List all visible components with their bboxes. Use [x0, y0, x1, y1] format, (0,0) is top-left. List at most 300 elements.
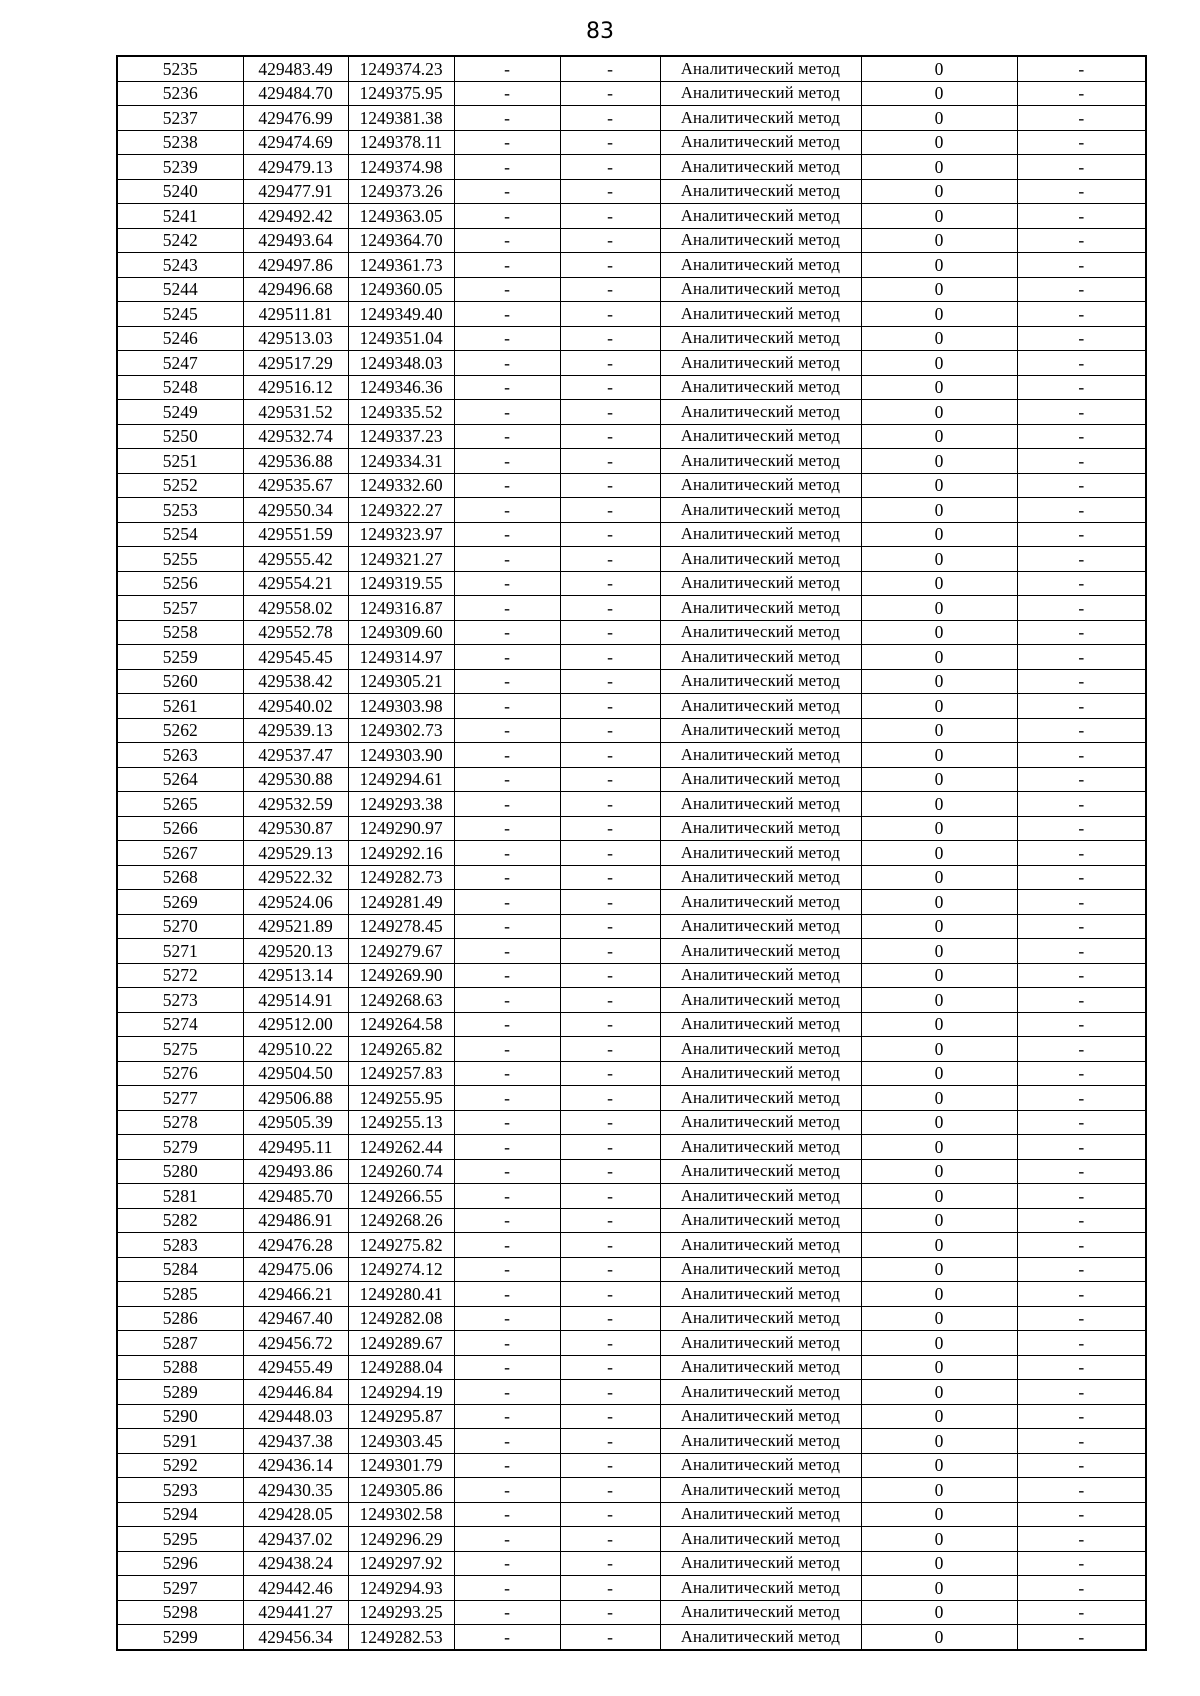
error-value-cell: 0	[861, 522, 1017, 547]
table-row	[117, 302, 1146, 327]
point-number-cell: 5247	[117, 351, 243, 376]
point-number-cell: 5273	[117, 988, 243, 1013]
y-coordinate-cell: 1249335.52	[348, 400, 454, 425]
dash-cell-c: -	[1017, 522, 1146, 547]
dash-cell-b: -	[560, 1527, 660, 1552]
y-coordinate-cell: 1249266.55	[348, 1184, 454, 1209]
method-cell: Аналитический метод	[660, 1233, 861, 1258]
point-number-cell: 5239	[117, 155, 243, 180]
dash-cell-a: -	[454, 1159, 560, 1184]
table-row	[117, 155, 1146, 180]
x-coordinate-cell: 429513.03	[243, 326, 348, 351]
dash-cell-b: -	[560, 375, 660, 400]
error-value-cell: 0	[861, 1404, 1017, 1429]
point-number-cell: 5284	[117, 1257, 243, 1282]
dash-cell-c: -	[1017, 130, 1146, 155]
error-value-cell: 0	[861, 1429, 1017, 1454]
method-cell: Аналитический метод	[660, 1184, 861, 1209]
y-coordinate-cell: 1249363.05	[348, 204, 454, 229]
dash-cell-b: -	[560, 130, 660, 155]
y-coordinate-cell: 1249378.11	[348, 130, 454, 155]
table-row	[117, 1257, 1146, 1282]
error-value-cell: 0	[861, 1380, 1017, 1405]
dash-cell-c: -	[1017, 963, 1146, 988]
dash-cell-b: -	[560, 424, 660, 449]
dash-cell-a: -	[454, 204, 560, 229]
point-number-cell: 5260	[117, 669, 243, 694]
x-coordinate-cell: 429530.88	[243, 767, 348, 792]
dash-cell-c: -	[1017, 1184, 1146, 1209]
dash-cell-c: -	[1017, 1527, 1146, 1552]
y-coordinate-cell: 1249282.73	[348, 865, 454, 890]
method-cell: Аналитический метод	[660, 1355, 861, 1380]
dash-cell-c: -	[1017, 1135, 1146, 1160]
method-cell: Аналитический метод	[660, 816, 861, 841]
point-number-cell: 5293	[117, 1478, 243, 1503]
dash-cell-b: -	[560, 179, 660, 204]
y-coordinate-cell: 1249269.90	[348, 963, 454, 988]
error-value-cell: 0	[861, 939, 1017, 964]
y-coordinate-cell: 1249302.73	[348, 718, 454, 743]
table-row	[117, 1576, 1146, 1601]
dash-cell-b: -	[560, 204, 660, 229]
table-body	[117, 56, 1146, 1650]
x-coordinate-cell: 429531.52	[243, 400, 348, 425]
point-number-cell: 5259	[117, 645, 243, 670]
dash-cell-a: -	[454, 1184, 560, 1209]
x-coordinate-cell: 429476.28	[243, 1233, 348, 1258]
table-row	[117, 473, 1146, 498]
table-row	[117, 1600, 1146, 1625]
dash-cell-c: -	[1017, 1355, 1146, 1380]
error-value-cell: 0	[861, 106, 1017, 131]
dash-cell-a: -	[454, 449, 560, 474]
method-cell: Аналитический метод	[660, 890, 861, 915]
x-coordinate-cell: 429529.13	[243, 841, 348, 866]
y-coordinate-cell: 1249262.44	[348, 1135, 454, 1160]
method-cell: Аналитический метод	[660, 155, 861, 180]
dash-cell-a: -	[454, 743, 560, 768]
dash-cell-b: -	[560, 1380, 660, 1405]
y-coordinate-cell: 1249360.05	[348, 277, 454, 302]
dash-cell-b: -	[560, 1429, 660, 1454]
x-coordinate-cell: 429455.49	[243, 1355, 348, 1380]
dash-cell-c: -	[1017, 179, 1146, 204]
point-number-cell: 5280	[117, 1159, 243, 1184]
x-coordinate-cell: 429448.03	[243, 1404, 348, 1429]
table-row	[117, 841, 1146, 866]
dash-cell-a: -	[454, 81, 560, 106]
error-value-cell: 0	[861, 375, 1017, 400]
dash-cell-a: -	[454, 792, 560, 817]
dash-cell-c: -	[1017, 1208, 1146, 1233]
method-cell: Аналитический метод	[660, 571, 861, 596]
method-cell: Аналитический метод	[660, 253, 861, 278]
point-number-cell: 5256	[117, 571, 243, 596]
error-value-cell: 0	[861, 1208, 1017, 1233]
dash-cell-a: -	[454, 914, 560, 939]
dash-cell-c: -	[1017, 1012, 1146, 1037]
method-cell: Аналитический метод	[660, 522, 861, 547]
point-number-cell: 5272	[117, 963, 243, 988]
point-number-cell: 5299	[117, 1625, 243, 1650]
error-value-cell: 0	[861, 620, 1017, 645]
method-cell: Аналитический метод	[660, 400, 861, 425]
dash-cell-c: -	[1017, 1551, 1146, 1576]
y-coordinate-cell: 1249268.63	[348, 988, 454, 1013]
dash-cell-c: -	[1017, 1159, 1146, 1184]
x-coordinate-cell: 429456.34	[243, 1625, 348, 1650]
point-number-cell: 5242	[117, 228, 243, 253]
y-coordinate-cell: 1249302.58	[348, 1502, 454, 1527]
method-cell: Аналитический метод	[660, 841, 861, 866]
x-coordinate-cell: 429537.47	[243, 743, 348, 768]
y-coordinate-cell: 1249316.87	[348, 596, 454, 621]
table-row	[117, 498, 1146, 523]
method-cell: Аналитический метод	[660, 1282, 861, 1307]
x-coordinate-cell: 429483.49	[243, 56, 348, 81]
dash-cell-a: -	[454, 1208, 560, 1233]
y-coordinate-cell: 1249348.03	[348, 351, 454, 376]
table-row	[117, 792, 1146, 817]
x-coordinate-cell: 429496.68	[243, 277, 348, 302]
page-number: 83	[586, 19, 614, 44]
method-cell: Аналитический метод	[660, 228, 861, 253]
dash-cell-a: -	[454, 1086, 560, 1111]
y-coordinate-cell: 1249280.41	[348, 1282, 454, 1307]
x-coordinate-cell: 429522.32	[243, 865, 348, 890]
dash-cell-b: -	[560, 449, 660, 474]
y-coordinate-cell: 1249319.55	[348, 571, 454, 596]
dash-cell-c: -	[1017, 669, 1146, 694]
table-row	[117, 963, 1146, 988]
x-coordinate-cell: 429532.59	[243, 792, 348, 817]
point-number-cell: 5275	[117, 1037, 243, 1062]
x-coordinate-cell: 429474.69	[243, 130, 348, 155]
y-coordinate-cell: 1249374.23	[348, 56, 454, 81]
dash-cell-b: -	[560, 1404, 660, 1429]
y-coordinate-cell: 1249288.04	[348, 1355, 454, 1380]
point-number-cell: 5290	[117, 1404, 243, 1429]
y-coordinate-cell: 1249381.38	[348, 106, 454, 131]
y-coordinate-cell: 1249260.74	[348, 1159, 454, 1184]
error-value-cell: 0	[861, 1478, 1017, 1503]
x-coordinate-cell: 429532.74	[243, 424, 348, 449]
point-number-cell: 5267	[117, 841, 243, 866]
dash-cell-b: -	[560, 694, 660, 719]
point-number-cell: 5268	[117, 865, 243, 890]
error-value-cell: 0	[861, 792, 1017, 817]
y-coordinate-cell: 1249278.45	[348, 914, 454, 939]
point-number-cell: 5246	[117, 326, 243, 351]
y-coordinate-cell: 1249323.97	[348, 522, 454, 547]
method-cell: Аналитический метод	[660, 743, 861, 768]
y-coordinate-cell: 1249332.60	[348, 473, 454, 498]
dash-cell-b: -	[560, 1257, 660, 1282]
dash-cell-b: -	[560, 1625, 660, 1650]
x-coordinate-cell: 429441.27	[243, 1600, 348, 1625]
dash-cell-a: -	[454, 988, 560, 1013]
y-coordinate-cell: 1249264.58	[348, 1012, 454, 1037]
x-coordinate-cell: 429530.87	[243, 816, 348, 841]
error-value-cell: 0	[861, 718, 1017, 743]
table-row	[117, 865, 1146, 890]
point-number-cell: 5270	[117, 914, 243, 939]
dash-cell-b: -	[560, 669, 660, 694]
dash-cell-a: -	[454, 1551, 560, 1576]
dash-cell-c: -	[1017, 694, 1146, 719]
table-row	[117, 1159, 1146, 1184]
dash-cell-c: -	[1017, 547, 1146, 572]
method-cell: Аналитический метод	[660, 326, 861, 351]
error-value-cell: 0	[861, 130, 1017, 155]
dash-cell-a: -	[454, 1380, 560, 1405]
dash-cell-b: -	[560, 1208, 660, 1233]
dash-cell-b: -	[560, 1453, 660, 1478]
error-value-cell: 0	[861, 1306, 1017, 1331]
x-coordinate-cell: 429558.02	[243, 596, 348, 621]
table-row	[117, 620, 1146, 645]
dash-cell-a: -	[454, 1404, 560, 1429]
y-coordinate-cell: 1249268.26	[348, 1208, 454, 1233]
table-row	[117, 1110, 1146, 1135]
error-value-cell: 0	[861, 571, 1017, 596]
error-value-cell: 0	[861, 179, 1017, 204]
table-row	[117, 1355, 1146, 1380]
y-coordinate-cell: 1249279.67	[348, 939, 454, 964]
method-cell: Аналитический метод	[660, 596, 861, 621]
error-value-cell: 0	[861, 1576, 1017, 1601]
x-coordinate-cell: 429437.02	[243, 1527, 348, 1552]
dash-cell-b: -	[560, 1306, 660, 1331]
x-coordinate-cell: 429446.84	[243, 1380, 348, 1405]
error-value-cell: 0	[861, 669, 1017, 694]
x-coordinate-cell: 429493.64	[243, 228, 348, 253]
error-value-cell: 0	[861, 547, 1017, 572]
table-row	[117, 669, 1146, 694]
error-value-cell: 0	[861, 424, 1017, 449]
error-value-cell: 0	[861, 645, 1017, 670]
method-cell: Аналитический метод	[660, 277, 861, 302]
dash-cell-a: -	[454, 694, 560, 719]
method-cell: Аналитический метод	[660, 449, 861, 474]
dash-cell-c: -	[1017, 155, 1146, 180]
dash-cell-a: -	[454, 351, 560, 376]
dash-cell-b: -	[560, 767, 660, 792]
table-row	[117, 1404, 1146, 1429]
error-value-cell: 0	[861, 351, 1017, 376]
x-coordinate-cell: 429436.14	[243, 1453, 348, 1478]
point-number-cell: 5295	[117, 1527, 243, 1552]
method-cell: Аналитический метод	[660, 81, 861, 106]
dash-cell-a: -	[454, 865, 560, 890]
table-row	[117, 767, 1146, 792]
dash-cell-b: -	[560, 914, 660, 939]
y-coordinate-cell: 1249289.67	[348, 1331, 454, 1356]
dash-cell-b: -	[560, 302, 660, 327]
dash-cell-c: -	[1017, 253, 1146, 278]
dash-cell-b: -	[560, 963, 660, 988]
y-coordinate-cell: 1249292.16	[348, 841, 454, 866]
point-number-cell: 5269	[117, 890, 243, 915]
error-value-cell: 0	[861, 694, 1017, 719]
table-row	[117, 522, 1146, 547]
dash-cell-c: -	[1017, 596, 1146, 621]
dash-cell-b: -	[560, 1184, 660, 1209]
dash-cell-c: -	[1017, 841, 1146, 866]
method-cell: Аналитический метод	[660, 669, 861, 694]
dash-cell-a: -	[454, 473, 560, 498]
dash-cell-c: -	[1017, 718, 1146, 743]
method-cell: Аналитический метод	[660, 424, 861, 449]
x-coordinate-cell: 429505.39	[243, 1110, 348, 1135]
x-coordinate-cell: 429511.81	[243, 302, 348, 327]
method-cell: Аналитический метод	[660, 1257, 861, 1282]
dash-cell-c: -	[1017, 1086, 1146, 1111]
point-number-cell: 5287	[117, 1331, 243, 1356]
x-coordinate-cell: 429536.88	[243, 449, 348, 474]
dash-cell-c: -	[1017, 1380, 1146, 1405]
table-row	[117, 277, 1146, 302]
method-cell: Аналитический метод	[660, 1404, 861, 1429]
dash-cell-c: -	[1017, 1429, 1146, 1454]
method-cell: Аналитический метод	[660, 914, 861, 939]
y-coordinate-cell: 1249294.19	[348, 1380, 454, 1405]
error-value-cell: 0	[861, 56, 1017, 81]
method-cell: Аналитический метод	[660, 1600, 861, 1625]
dash-cell-a: -	[454, 718, 560, 743]
point-number-cell: 5296	[117, 1551, 243, 1576]
y-coordinate-cell: 1249255.95	[348, 1086, 454, 1111]
dash-cell-b: -	[560, 1061, 660, 1086]
method-cell: Аналитический метод	[660, 1037, 861, 1062]
method-cell: Аналитический метод	[660, 1061, 861, 1086]
point-number-cell: 5298	[117, 1600, 243, 1625]
table-row	[117, 179, 1146, 204]
point-number-cell: 5261	[117, 694, 243, 719]
x-coordinate-cell: 429492.42	[243, 204, 348, 229]
dash-cell-c: -	[1017, 890, 1146, 915]
y-coordinate-cell: 1249294.61	[348, 767, 454, 792]
point-number-cell: 5249	[117, 400, 243, 425]
point-number-cell: 5258	[117, 620, 243, 645]
point-number-cell: 5266	[117, 816, 243, 841]
table-row	[117, 228, 1146, 253]
table-row	[117, 1233, 1146, 1258]
y-coordinate-cell: 1249349.40	[348, 302, 454, 327]
table-row	[117, 375, 1146, 400]
dash-cell-c: -	[1017, 645, 1146, 670]
x-coordinate-cell: 429512.00	[243, 1012, 348, 1037]
dash-cell-a: -	[454, 522, 560, 547]
error-value-cell: 0	[861, 1086, 1017, 1111]
x-coordinate-cell: 429552.78	[243, 620, 348, 645]
point-number-cell: 5283	[117, 1233, 243, 1258]
dash-cell-c: -	[1017, 204, 1146, 229]
y-coordinate-cell: 1249346.36	[348, 375, 454, 400]
x-coordinate-cell: 429477.91	[243, 179, 348, 204]
y-coordinate-cell: 1249297.92	[348, 1551, 454, 1576]
y-coordinate-cell: 1249373.26	[348, 179, 454, 204]
method-cell: Аналитический метод	[660, 375, 861, 400]
dash-cell-a: -	[454, 1331, 560, 1356]
dash-cell-c: -	[1017, 767, 1146, 792]
dash-cell-a: -	[454, 767, 560, 792]
x-coordinate-cell: 429456.72	[243, 1331, 348, 1356]
dash-cell-a: -	[454, 424, 560, 449]
error-value-cell: 0	[861, 1527, 1017, 1552]
table-row	[117, 1625, 1146, 1650]
error-value-cell: 0	[861, 1184, 1017, 1209]
error-value-cell: 0	[861, 1135, 1017, 1160]
dash-cell-c: -	[1017, 1600, 1146, 1625]
y-coordinate-cell: 1249375.95	[348, 81, 454, 106]
dash-cell-a: -	[454, 963, 560, 988]
error-value-cell: 0	[861, 302, 1017, 327]
dash-cell-a: -	[454, 106, 560, 131]
dash-cell-a: -	[454, 1257, 560, 1282]
table-row	[117, 1527, 1146, 1552]
table-row	[117, 1551, 1146, 1576]
method-cell: Аналитический метод	[660, 988, 861, 1013]
table-row	[117, 547, 1146, 572]
dash-cell-b: -	[560, 841, 660, 866]
y-coordinate-cell: 1249305.21	[348, 669, 454, 694]
method-cell: Аналитический метод	[660, 1086, 861, 1111]
dash-cell-b: -	[560, 351, 660, 376]
x-coordinate-cell: 429437.38	[243, 1429, 348, 1454]
error-value-cell: 0	[861, 1282, 1017, 1307]
error-value-cell: 0	[861, 1037, 1017, 1062]
dash-cell-c: -	[1017, 1478, 1146, 1503]
table-row	[117, 253, 1146, 278]
table-row	[117, 596, 1146, 621]
point-number-cell: 5241	[117, 204, 243, 229]
dash-cell-b: -	[560, 1233, 660, 1258]
table-row	[117, 939, 1146, 964]
dash-cell-a: -	[454, 1282, 560, 1307]
x-coordinate-cell: 429535.67	[243, 473, 348, 498]
point-number-cell: 5238	[117, 130, 243, 155]
dash-cell-b: -	[560, 571, 660, 596]
method-cell: Аналитический метод	[660, 351, 861, 376]
point-number-cell: 5286	[117, 1306, 243, 1331]
table-row	[117, 571, 1146, 596]
dash-cell-c: -	[1017, 400, 1146, 425]
dash-cell-c: -	[1017, 326, 1146, 351]
error-value-cell: 0	[861, 473, 1017, 498]
dash-cell-c: -	[1017, 1233, 1146, 1258]
dash-cell-c: -	[1017, 424, 1146, 449]
dash-cell-b: -	[560, 56, 660, 81]
dash-cell-c: -	[1017, 1502, 1146, 1527]
point-number-cell: 5297	[117, 1576, 243, 1601]
method-cell: Аналитический метод	[660, 179, 861, 204]
dash-cell-b: -	[560, 1086, 660, 1111]
dash-cell-c: -	[1017, 351, 1146, 376]
dash-cell-a: -	[454, 1037, 560, 1062]
dash-cell-a: -	[454, 253, 560, 278]
table-row	[117, 1184, 1146, 1209]
y-coordinate-cell: 1249301.79	[348, 1453, 454, 1478]
error-value-cell: 0	[861, 1159, 1017, 1184]
dash-cell-b: -	[560, 1576, 660, 1601]
x-coordinate-cell: 429486.91	[243, 1208, 348, 1233]
x-coordinate-cell: 429545.45	[243, 645, 348, 670]
dash-cell-a: -	[454, 326, 560, 351]
y-coordinate-cell: 1249351.04	[348, 326, 454, 351]
error-value-cell: 0	[861, 988, 1017, 1013]
